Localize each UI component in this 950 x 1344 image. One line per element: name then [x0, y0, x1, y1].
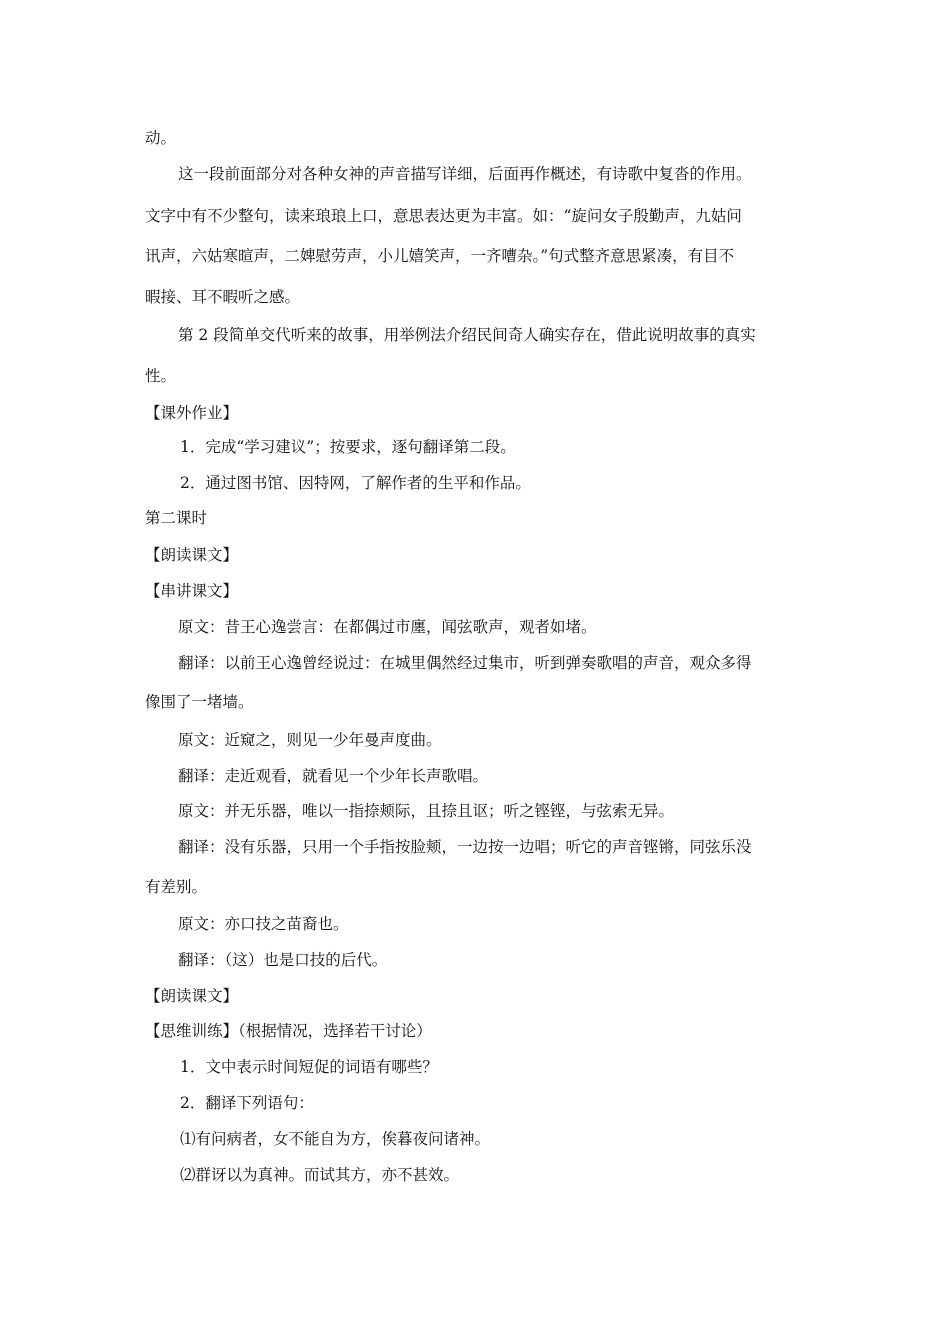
- text-line: 翻译：（这）也是口技的后代。: [178, 951, 388, 969]
- text-line: 翻译：以前王心逸曾经说过：在城里偶然经过集市，听到弹奏歌唱的声音，观众多得: [178, 654, 752, 672]
- text-line: 讯声，六姑寒暄声，二婢慰劳声，小儿嬉笑声，一齐嘈杂。”句式整齐意思紧凑，有目不: [145, 247, 735, 265]
- text-line: 原文：昔王心逸尝言：在都偶过市廛，闻弦歌声，观者如堵。: [178, 618, 597, 636]
- section-heading: 第二课时: [145, 509, 208, 527]
- section-heading: 【课外作业】: [145, 404, 239, 422]
- section-heading: 【串讲课文】: [145, 582, 239, 600]
- text-line: 原文：亦口技之苗裔也。: [178, 915, 349, 933]
- text-line: 翻译：走近观看，就看见一个少年长声歌唱。: [178, 767, 489, 785]
- section-heading: 【朗读课文】: [145, 987, 239, 1005]
- text-line: 翻译：没有乐器，只用一个手指按脸颊，一边按一边唱；听它的声音铿锵，同弦乐没: [178, 838, 752, 856]
- list-item: 1．完成“学习建议”；按要求，逐句翻译第二段。: [180, 438, 516, 456]
- text-line: 第 2 段简单交代听来的故事，用举例法介绍民间奇人确实存在，借此说明故事的真实: [178, 326, 756, 344]
- text-line: 暇接、耳不暇听之感。: [145, 288, 301, 306]
- section-heading: 【朗读课文】: [145, 546, 239, 564]
- text-line: 动。: [145, 129, 177, 147]
- list-item: ⑵群讶以为真神。而试其方，亦不甚效。: [180, 1166, 460, 1184]
- text-line: 文字中有不少整句，读来琅琅上口，意思表达更为丰富。如：“旋问女子殷勤声，九姑问: [145, 207, 742, 225]
- text-line: 这一段前面部分对各种女神的声音描写详细，后面再作概述，有诗歌中复沓的作用。: [178, 165, 752, 183]
- text-line: 原文：并无乐器，唯以一指捺颊际，且捺且讴；听之铿铿，与弦索无异。: [178, 802, 675, 820]
- list-item: 1．文中表示时间短促的词语有哪些？: [180, 1058, 438, 1076]
- list-item: 2．翻译下列语句：: [180, 1094, 314, 1112]
- section-heading: 【思维训练】（根据情况，选择若干讨论）: [145, 1022, 432, 1040]
- text-line: 有差别。: [145, 878, 208, 896]
- text-line: 像围了一堵墙。: [145, 693, 254, 711]
- text-line: 性。: [145, 367, 177, 385]
- text-line: 原文：近窥之，则见一少年曼声度曲。: [178, 731, 442, 749]
- list-item: ⑴有问病者，女不能自为方，俟暮夜问诸神。: [180, 1130, 491, 1148]
- list-item: 2．通过图书馆、因特网，了解作者的生平和作品。: [180, 474, 531, 492]
